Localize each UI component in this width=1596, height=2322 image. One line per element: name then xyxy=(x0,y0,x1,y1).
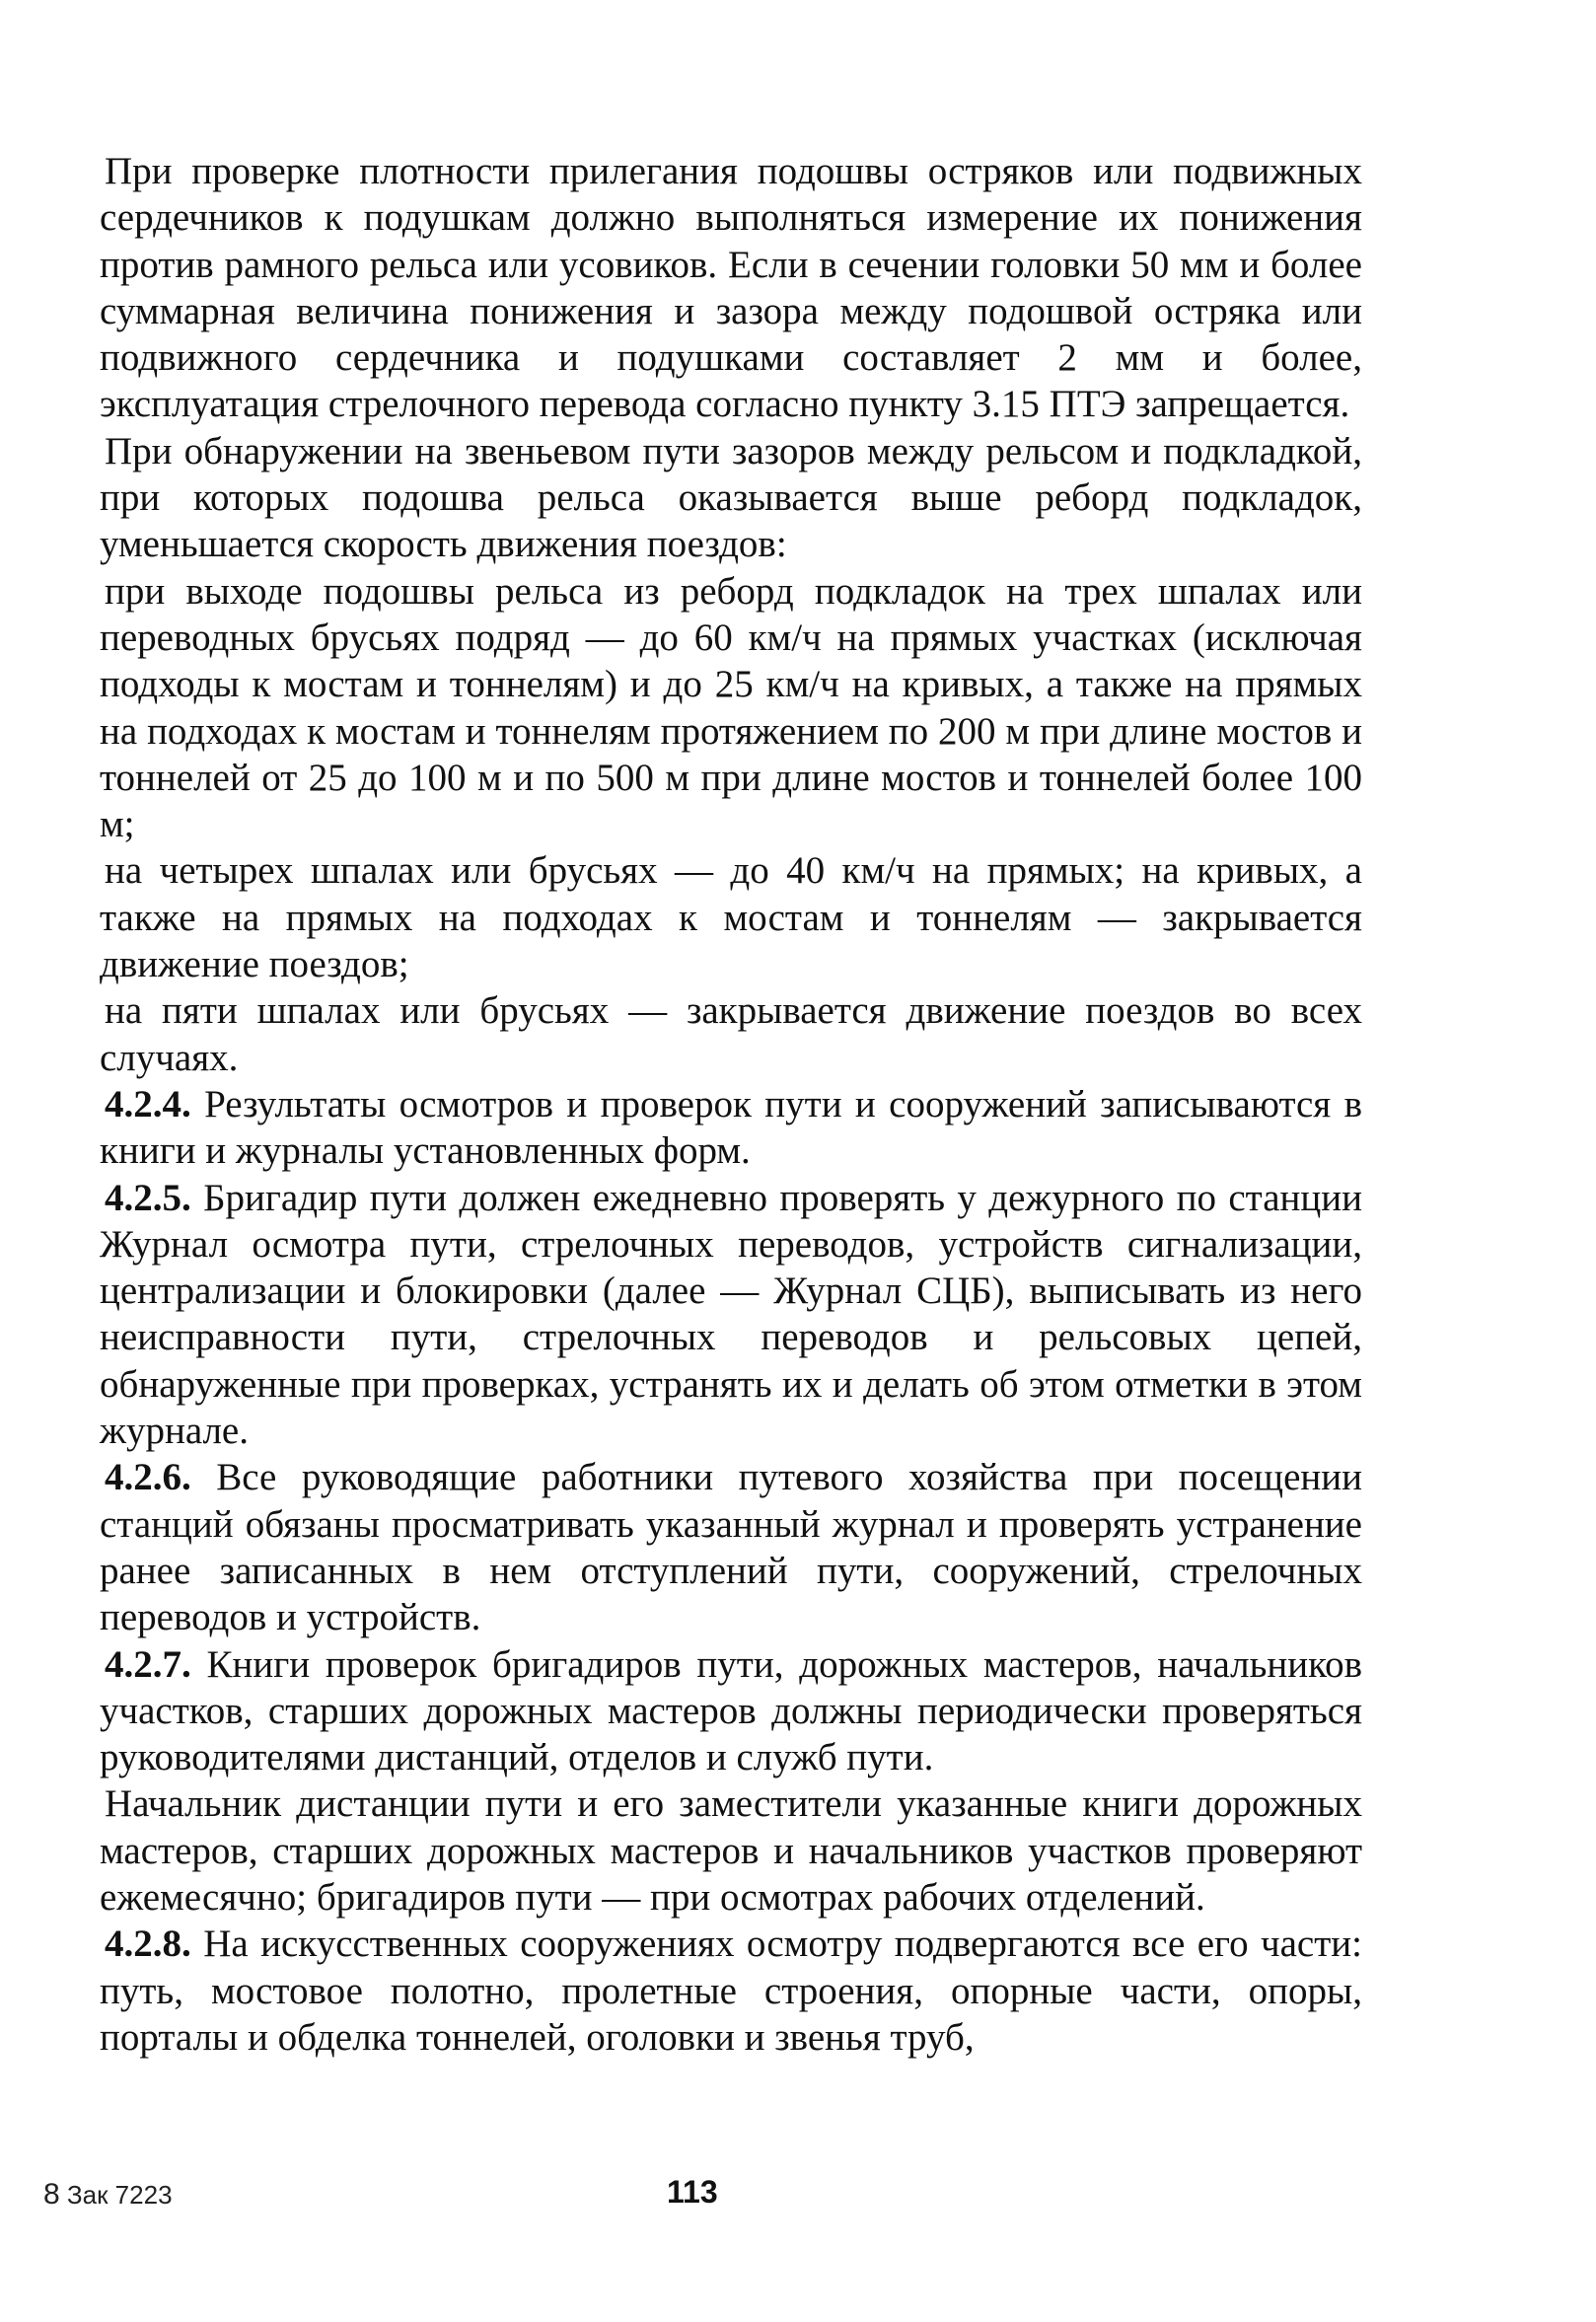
section-4-2-6: 4.2.6. Все руководящие работники путевого хозяйства при посещении станций обязаны просматривать указанный журнал и проверять устранение ранее записанных в нем отступлений пути, сооружений, стрелочных переводов и устройств. xyxy=(100,1456,1362,1639)
section-number: 4.2.7. xyxy=(105,1642,191,1686)
page-number: 113 xyxy=(667,2174,718,2210)
paragraph-4: на четырех шпалах или брусьях — до 40 км/ч на прямых; на кривых, а также на прямых на подходах к мостам и тоннелям — закрывается движение поездов; xyxy=(100,849,1362,986)
section-number: 4.2.8. xyxy=(105,1923,191,1966)
section-number: 4.2.5. xyxy=(105,1176,191,1219)
section-4-2-8: 4.2.8. На искусственных сооружениях осмотру подвергаются все его части: путь, мостовое полотно, пролетные строения, опорные части, опоры, порталы и обделка тоннелей, оголовки и звенья труб, xyxy=(100,1923,1362,2059)
section-number: 4.2.6. xyxy=(105,1456,191,1499)
page-footer xyxy=(0,2174,1596,2217)
section-4-2-4: 4.2.4. Результаты осмотров и проверок пути и сооружений записываются в книги и журналы установленных форм. xyxy=(100,1082,1362,1173)
paragraph-3: при выходе подошвы рельса из реборд подкладок на трех шпалах или переводных брусьях подряд — до 60 км/ч на прямых участках (исключая подходы к мостам и тоннелям) и до 25 км/ч на кривых, а также на прямых на подходах к мостам и тоннелям протяжением по 200 м при длине мостов и тоннелей от 25 до 100 м и по 500 м при длине мостов и тоннелей более 100 м; xyxy=(100,569,1362,846)
section-4-2-7: 4.2.7. Книги проверок бригадиров пути, дорожных мастеров, начальников участков, старших дорожных мастеров должны периодически проверяться руководителями дистанций, отделов и служб пути. xyxy=(100,1642,1362,1779)
paragraph-1: При проверке плотности прилегания подошвы остряков или подвижных сердечников к подушкам должно выполняться измерение их понижения против рамного рельса или усовиков. Если в сечении головки 50 мм и более суммарная величина понижения и зазора между подошвой остряка или подвижного сердечника и подушками составляет 2 мм и более, эксплуатация стрелочного перевода согласно пункту 3.15 ПТЭ запрещается. xyxy=(100,150,1362,426)
paragraph-5: на пяти шпалах или брусьях — закрывается движение поездов во всех случаях. xyxy=(100,989,1362,1079)
section-4-2-5: 4.2.5. Бригадир пути должен ежедневно проверять у дежурного по станции Журнал осмотра пути, стрелочных переводов, устройств сигнализации, централизации и блокировки (далее — Журнал СЦБ), выписывать из него неисправности пути, стрелочных переводов и рельсовых цепей, обнаруженные при проверках, устранять их и делать об этом отметки в этом журнале. xyxy=(100,1176,1362,1453)
page-text xyxy=(100,148,1362,2061)
printer-signature: 8 Зак 7223 xyxy=(43,2178,173,2211)
section-number: 4.2.4. xyxy=(105,1082,191,1125)
paragraph-2: При обнаружении на звеньевом пути зазоров между рельсом и подкладкой, при которых подошва рельса оказывается выше реборд подкладок, уменьшается скорость движения поездов: xyxy=(100,429,1362,566)
paragraph-inspection-schedule: Начальник дистанции пути и его заместители указанные книги дорожных мастеров, старших дорожных мастеров и начальников участков проверяют ежемесячно; бригадиров пути — при осмотрах рабочих отделений. xyxy=(100,1782,1362,1919)
